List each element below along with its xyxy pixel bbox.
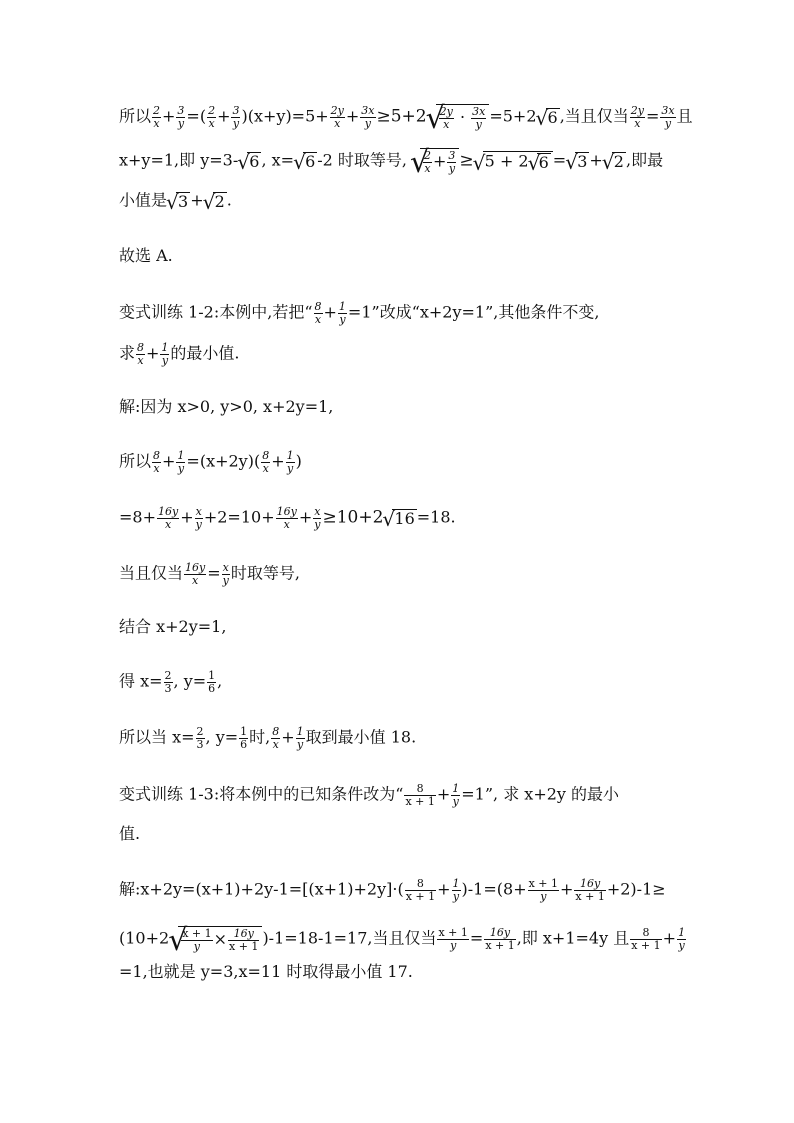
variant-1-2-statement: 变式训练 1-2:本例中,若把“ $\frac{8}{x}$ + $\frac{1}{y}$ =1”改成“x+2y=1”,其他条件不变, xyxy=(119,300,600,326)
solution-line-2: x+y=1,即 y=3-√ 6 , x=√ 6 -2 时取等号, √ $\frac{2}{x}$ + $\frac{3}{y}$ ≥√ 5 + 2√ 6 =√ 3 +√ 2 ,即最 xyxy=(119,148,663,174)
square-root: √ $\frac{x + 1}{y}$ × $\frac{16y}{x + 1}$ xyxy=(169,926,262,952)
square-root: √ $\frac{2}{x}$ + $\frac{3}{y}$ xyxy=(411,148,459,174)
solution-step-2: =8+ $\frac{16y}{x}$ + $\frac{x}{y}$ +2=10+ $\frac{16y}{x}$ + $\frac{x}{y}$ ≥10+2√ 16 =18. xyxy=(119,506,456,530)
fraction: $\frac{2y}{x}$ xyxy=(330,104,344,130)
fraction: $\frac{3x}{y}$ xyxy=(361,104,375,130)
square-root: √ 5 + 2√ 6 xyxy=(474,151,553,171)
combine-line: 结合 x+2y=1, xyxy=(119,617,227,636)
fraction: $\frac{3}{y}$ xyxy=(177,104,185,130)
variant-1-3-statement: 变式训练 1-3:将本例中的已知条件改为“ $\frac{8}{x + 1}$ + $\frac{1}{y}$ =1”, 求 x+2y 的最小 xyxy=(119,782,620,808)
fraction: $\frac{3x}{y}$ xyxy=(661,104,675,130)
square-root: √ 3 xyxy=(167,192,190,210)
square-root: √ 6 xyxy=(294,152,317,170)
variant-1-2-question: 求 $\frac{8}{x}$ + $\frac{1}{y}$ 的最小值. xyxy=(119,341,240,367)
variant-1-3-solution-1: 解:x+2y=(x+1)+2y-1=[(x+1)+2y]·( $\frac{8}{x + 1}$ + $\frac{1}{y}$ )-1=(8+ $\frac{x + 1}{y}$ + $\frac{16y}{x + 1}$ +2)-1≥ xyxy=(119,877,666,903)
fraction: $\frac{3}{y}$ xyxy=(232,104,240,130)
fraction: $\frac{8}{x + 1}$ xyxy=(405,782,435,808)
fraction: $\frac{1}{y}$ xyxy=(161,341,169,367)
fraction: $\frac{2}{x}$ xyxy=(208,104,216,130)
solution-step-1: 所以 $\frac{8}{x}$ + $\frac{1}{y}$ =(x+2y)( $\frac{8}{x}$ + $\frac{1}{y}$ ) xyxy=(119,449,302,475)
fraction: $\frac{1}{y}$ xyxy=(452,782,460,808)
fraction: $\frac{2}{x}$ xyxy=(153,104,161,130)
square-root: √ 6 xyxy=(537,108,560,126)
variant-1-3-solution-2: (10+2 √ $\frac{x + 1}{y}$ × $\frac{16y}{x + 1}$ )-1=18-1=17,当且仅当 $\frac{x + 1}{y}$ = $\frac{16y}{x + 1}$ ,即 x+1=4y 且 $\frac{8}{x + 1}$ + $\frac{1}{y}$ xyxy=(119,926,687,952)
equality-condition: 当且仅当 $\frac{16y}{x}$ = $\frac{x}{y}$ 时取等号, xyxy=(119,561,300,587)
square-root: √ 16 xyxy=(383,509,416,527)
square-root: √ $\frac{2y}{x}$ · $\frac{3x}{y}$ xyxy=(427,104,490,130)
result-values: 得 x= $\frac{2}{3}$ , y= $\frac{1}{6}$ , xyxy=(119,669,223,695)
solution-intro: 解:因为 x>0, y>0, x+2y=1, xyxy=(119,397,334,416)
fraction: $\frac{2}{3}$ xyxy=(164,669,172,695)
answer-line: 故选 A. xyxy=(119,246,173,265)
variant-1-3-solution-3: =1,也就是 y=3,x=11 时取得最小值 17. xyxy=(119,962,413,981)
fraction: $\frac{8}{x}$ xyxy=(137,341,145,367)
result-conclusion: 所以当 x= $\frac{2}{3}$ , y= $\frac{1}{6}$ 时, $\frac{8}{x}$ + $\frac{1}{y}$ 取到最小值 18. xyxy=(119,725,417,751)
solution-line-3: 小值是√ 3 +√ 2 . xyxy=(119,192,232,210)
solution-line-1: 所以 $\frac{2}{x}$ + $\frac{3}{y}$ =( $\frac{2}{x}$ + $\frac{3}{y}$ )(x+y)=5+ $\frac{2y}{x}$ + $\frac{3x}{y}$ ≥5+2 √ $\frac{2y}{x}$ · $\frac{3x}{y}$ =5+2√ 6 ,当且仅当 $\frac{2y}{x}$ = $\frac{3x}{y}$ 且 xyxy=(119,104,693,130)
fraction: $\frac{8}{x}$ xyxy=(314,300,322,326)
square-root: √ 2 xyxy=(603,152,626,170)
square-root: √ 3 xyxy=(566,152,589,170)
fraction: $\frac{1}{y}$ xyxy=(338,300,346,326)
variant-1-3-statement-cont: 值. xyxy=(119,824,141,843)
square-root: √ 6 xyxy=(238,152,261,170)
fraction: $\frac{1}{6}$ xyxy=(208,669,216,695)
fraction: $\frac{2y}{x}$ xyxy=(630,104,644,130)
square-root: √ 2 xyxy=(204,192,227,210)
